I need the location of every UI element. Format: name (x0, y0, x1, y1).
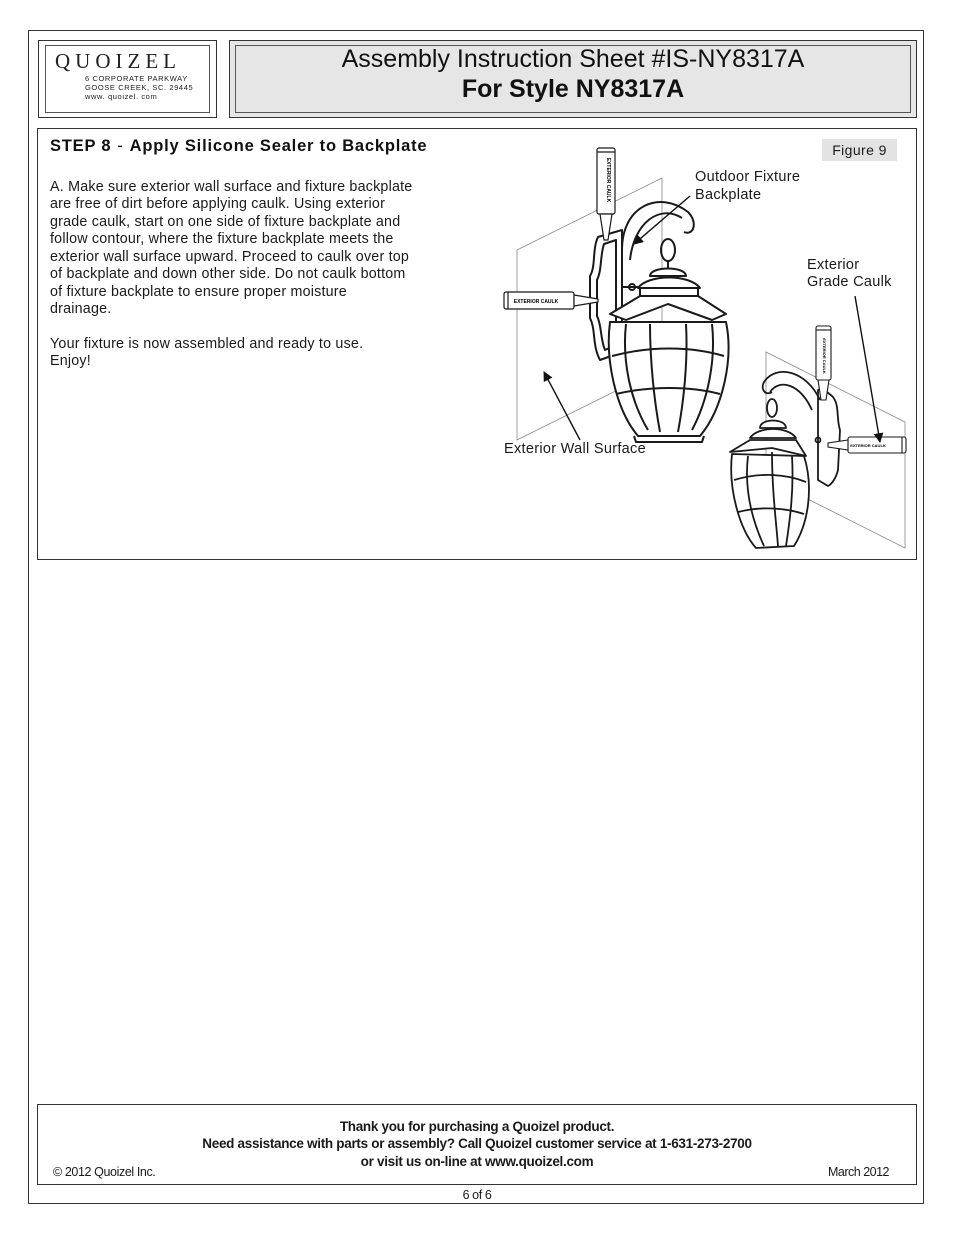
figure-badge: Figure 9 (822, 139, 897, 161)
instruction-line: drainage. (50, 301, 112, 317)
instruction-line: follow contour, where the fixture backplate meets the (50, 231, 394, 247)
address-line-1: 6 CORPORATE PARKWAY (85, 74, 188, 83)
arrow-caulk (855, 296, 880, 442)
arrow-wall (544, 372, 580, 440)
instruction-line: of backplate and down other side. Do not caulk bottom (50, 266, 406, 282)
tube-left-text: EXTERIOR CAULK (513, 299, 559, 305)
footer-website: or visit us on-line at www.quoizel.com (360, 1154, 594, 1169)
label-wall-surface: Exterior Wall Surface (504, 441, 646, 457)
website-text: www. quoizel. com (85, 92, 158, 101)
instruction-line: A. Make sure exterior wall surface and fixture backplate (50, 179, 413, 195)
label-backplate-line1: Outdoor Fixture (695, 169, 801, 185)
instruction-line: grade caulk, start on one side of fixture backplate and (50, 214, 401, 230)
step-dash: - (117, 137, 124, 155)
style-title: For Style NY8317A (461, 75, 685, 103)
label-caulk-line2: Grade Caulk (807, 274, 892, 290)
lantern-large (590, 202, 728, 442)
address-line-2: GOOSE CREEK, SC. 29445 (85, 83, 194, 92)
closing-line: Enjoy! (50, 353, 91, 369)
instruction-line: are free of dirt before applying caulk. Using exterior (50, 196, 386, 212)
instruction-line: exterior wall surface upward. Proceed to caulk over top (50, 249, 410, 265)
step-title: Apply Silicone Sealer to Backplate (129, 137, 428, 155)
label-backplate-line2: Backplate (695, 187, 762, 203)
tube-small-top-text: EXTERIOR CAULK (822, 338, 827, 374)
page-number: 6 of 6 (462, 1188, 492, 1202)
label-caulk-line1: Exterior (807, 257, 860, 273)
instruction-line: of fixture backplate to ensure proper moisture (50, 284, 347, 300)
date-text: March 2012 (828, 1165, 890, 1179)
tube-small-right-text: EXTERIOR CAULK (850, 443, 886, 448)
sheet-title: Assembly Instruction Sheet #IS-NY8317A (341, 45, 805, 73)
footer-assistance: Need assistance with parts or assembly? Call Quoizel customer service at 1-631-273-2700 (202, 1136, 752, 1151)
copyright-text: © 2012 Quoizel Inc. (53, 1165, 156, 1179)
tube-top-text: EXTERIOR CAULK (605, 157, 611, 203)
closing-line: Your fixture is now assembled and ready to use. (50, 336, 364, 352)
brand-logo-text: QUOIZEL (55, 49, 181, 73)
step-number: STEP 8 (50, 137, 112, 155)
footer-thanks: Thank you for purchasing a Quoizel product. (339, 1119, 615, 1134)
